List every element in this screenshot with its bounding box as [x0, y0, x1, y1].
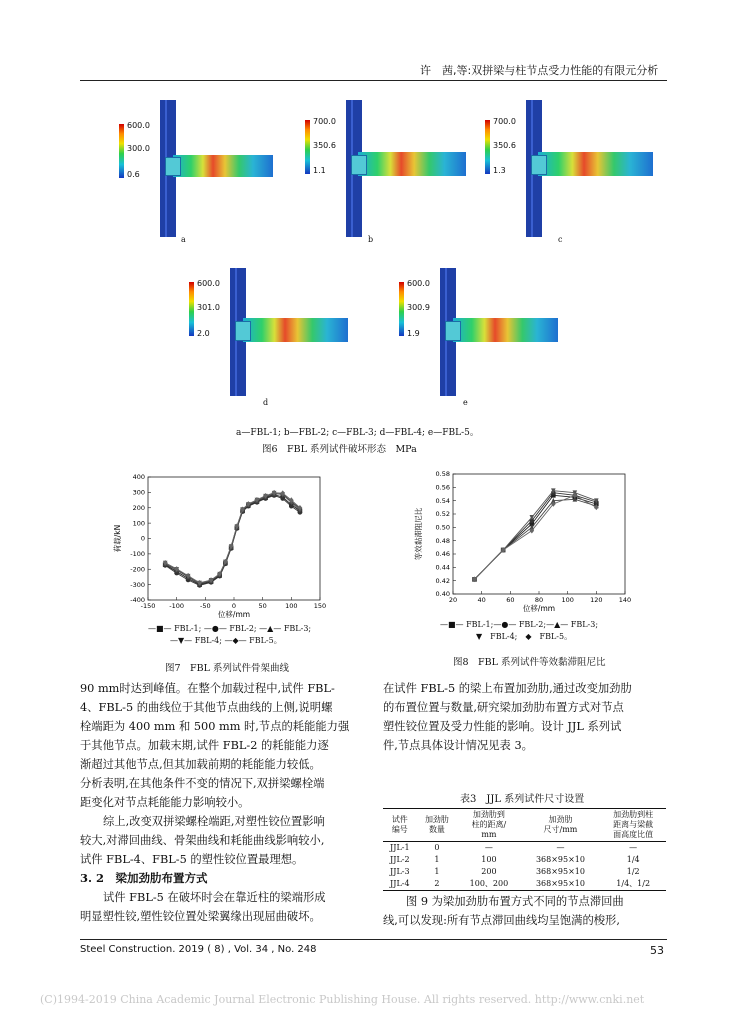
legend-mid: 301.0 [197, 303, 220, 312]
fig8-legend-row2: ▼ FBL-4; ◆ FBL-5。 [476, 632, 573, 641]
text-line: 明显塑性铰,塑性铰位置处梁翼缘出现屈曲破坏。 [80, 910, 321, 923]
series-line-FBL-5 [165, 493, 300, 583]
series-line-FBL-4 [475, 491, 597, 580]
y-tick-label: 0.58 [435, 470, 450, 479]
y-tick-label: 0.42 [435, 576, 450, 585]
text-line: 距变化对节点耗能能力影响较小。 [80, 796, 250, 809]
table-row [383, 842, 666, 855]
table-header-row [383, 809, 666, 842]
x-tick-label: 100 [561, 596, 574, 604]
header-rule [80, 80, 667, 81]
legend-min: 0.6 [127, 170, 140, 179]
text-line: 90 mm时达到峰值。在整个加载过程中,试件 FBL- [80, 682, 335, 695]
beam [243, 318, 348, 342]
text-line: 试件 FBL-5 在破坏时会在靠近柱的梁端形成 [103, 891, 326, 904]
panel-label: a [181, 235, 186, 244]
legend-min: 1.1 [313, 166, 326, 175]
text-line: 图 9 为梁加劲肋布置方式不同的节点滞回曲 [406, 895, 624, 908]
text-line: 栓端距为 400 mm 和 500 mm 时,节点的耗能能力强 [80, 720, 350, 733]
panel-label: e [463, 398, 468, 407]
legend-max: 600.0 [127, 121, 150, 130]
legend-mid: 300.0 [127, 144, 150, 153]
series-line-FBL-3 [475, 499, 597, 579]
table-cell: 368×95×10 [535, 867, 585, 876]
joint [235, 321, 251, 341]
y-tick-label: 0.44 [435, 563, 450, 572]
right-column-text-2 [383, 892, 624, 930]
y-tick-label: 0.52 [435, 510, 450, 519]
header-cell: 加劲肋到柱 距离与梁截 面高度比值 [613, 810, 654, 839]
panel-label: c [558, 235, 563, 244]
x-tick-label: 0 [231, 602, 237, 610]
text-line: 4、FBL-5 的曲线位于其他节点曲线的上侧,说明螺 [80, 701, 333, 714]
series-line-FBL-3 [165, 494, 300, 584]
x-tick-label: 100 [285, 602, 298, 610]
joint [531, 155, 547, 175]
text-line: 分析表明,在其他条件不变的情况下,双拼梁螺栓端 [80, 777, 325, 790]
fig7-legend-row2: —▼— FBL-4; —◆— FBL-5。 [170, 636, 282, 645]
table-row [383, 854, 666, 866]
y-tick-label: -200 [130, 565, 145, 574]
x-tick-label: 40 [477, 596, 486, 604]
joint [351, 155, 367, 175]
series-line-FBL-4 [165, 493, 300, 583]
color-legend [119, 124, 124, 178]
series-line-FBL-2 [475, 493, 597, 580]
table-cell: 200 [481, 867, 497, 876]
table3 [383, 808, 666, 891]
x-axis-label: 位移/mm [217, 610, 251, 619]
x-tick-label: 50 [258, 602, 267, 610]
table-cell: 1/2 [626, 867, 640, 876]
text-line: 试件 FBL-4、FBL-5 的塑性铰位置最理想。 [80, 853, 304, 866]
fig8-legend-row1: —■— FBL-1;—●— FBL-2;—▲— FBL-3; [440, 620, 599, 629]
color-legend [305, 120, 310, 174]
x-tick-label: -50 [200, 602, 211, 610]
text-line: 塑性铰位置及受力性能的影响。设计 JJL 系列试 [383, 720, 622, 733]
y-tick-label: -300 [130, 580, 145, 589]
x-tick-label: 150 [313, 602, 327, 610]
x-tick-label: -100 [169, 602, 185, 610]
table-cell: 1 [434, 867, 440, 876]
y-tick-label: 0 [140, 534, 145, 543]
text-line: 线,可以发现:所有节点滞回曲线均呈饱满的梭形, [383, 914, 620, 927]
table3-title: 表3 JJL 系列试件尺寸设置 [460, 794, 585, 805]
table-cell: JJL-3 [390, 867, 410, 876]
y-tick-label: 0.50 [435, 523, 450, 532]
text-line: 的布置位置与数量,研究梁加劲肋布置方式对节点 [383, 701, 624, 714]
legend-max: 600.0 [197, 279, 220, 288]
legend-min: 1.3 [493, 166, 506, 175]
fem-panel-e [395, 268, 565, 413]
beam [173, 155, 273, 177]
running-header: 许 茜,等:双拼梁与柱节点受力性能的有限元分析 [420, 64, 659, 77]
table-cell: 0 [434, 843, 440, 852]
series-line-FBL-1 [475, 495, 597, 579]
header-cell: 加劲肋 尺寸/mm [543, 815, 578, 834]
table-cell: JJL-4 [390, 879, 410, 888]
y-tick-label: 0.54 [435, 496, 450, 505]
table-row [383, 878, 666, 891]
legend-max: 600.0 [407, 279, 430, 288]
table-cell: 368×95×10 [535, 855, 585, 864]
table-cell: 368×95×10 [535, 879, 585, 888]
legend-max: 700.0 [313, 117, 336, 126]
beam [453, 318, 558, 342]
joint [165, 157, 181, 176]
fig7-caption: 图7 FBL 系列试件骨架曲线 [165, 663, 289, 674]
y-tick-label: 200 [132, 503, 145, 512]
right-column-text [383, 679, 632, 755]
table-cell: 100、200 [469, 879, 509, 888]
y-tick-label: 0.56 [435, 483, 450, 492]
header-cell: 加劲肋 数量 [424, 815, 449, 834]
legend-min: 2.0 [197, 329, 210, 338]
table-cell: 1 [434, 855, 440, 864]
color-legend [485, 120, 490, 174]
section-heading: 3. 2 梁加劲肋布置方式 [80, 871, 208, 885]
fig8-caption: 图8 FBL 系列试件等效黏滞阻尼比 [453, 657, 606, 668]
legend-mid: 350.6 [493, 141, 516, 150]
header-cell: 加劲肋到 柱的距离/ mm [471, 810, 507, 839]
text-line: 较大,对滞回曲线、骨架曲线和耗能曲线影响较小, [80, 834, 325, 847]
fem-panel-d [185, 268, 355, 413]
copyright-watermark: (C)1994-2019 China Academic Journal Electronic Publishing House. All rights reserved. http://www.cnki.net [40, 993, 645, 1006]
legend-max: 700.0 [493, 117, 516, 126]
y-tick-label: 400 [132, 473, 145, 482]
joint [445, 321, 461, 341]
panel-label: d [263, 398, 269, 407]
fem-panel-b [300, 100, 470, 250]
table-cell: JJL-2 [390, 855, 410, 864]
x-tick-label: 20 [448, 596, 458, 604]
table-cell: — [484, 843, 493, 852]
x-tick-label: 140 [618, 596, 632, 604]
table-row [383, 866, 666, 878]
legend-mid: 350.6 [313, 141, 336, 150]
beam [358, 152, 466, 176]
beam [538, 152, 653, 176]
table-cell: — [556, 843, 565, 852]
text-line: 在试件 FBL-5 的梁上布置加劲肋,通过改变加劲肋 [383, 682, 632, 695]
color-legend [399, 282, 404, 336]
fem-panel-a [115, 100, 285, 250]
y-tick-label: 0.48 [435, 536, 450, 545]
text-line: 综上,改变双拼梁螺栓端距,对塑性铰位置影响 [103, 815, 325, 828]
table-cell: — [629, 843, 638, 852]
y-tick-label: 100 [132, 519, 145, 528]
fem-panel-c [480, 100, 660, 250]
x-tick-label: 80 [534, 596, 544, 604]
plot-frame [453, 474, 625, 594]
fig6-caption: 图6 FBL 系列试件破坏形态 MPa [262, 444, 417, 455]
legend-min: 1.9 [407, 329, 420, 338]
y-tick-label: 300 [132, 488, 145, 497]
x-axis-label: 位移/mm [522, 604, 556, 613]
y-tick-label: 0.46 [435, 550, 450, 559]
page-number: 53 [650, 944, 664, 957]
header-cell: 试件 编号 [391, 815, 408, 834]
y-tick-label: -400 [130, 596, 145, 605]
text-line: 于其他节点。加载末期,试件 FBL-2 的耗能能力逐 [80, 739, 329, 752]
y-axis-label: 等效黏滞阻尼比 [414, 507, 423, 561]
series-line-FBL-5 [475, 495, 597, 579]
x-tick-label: 120 [590, 596, 603, 604]
fig7-legend-row1: —■— FBL-1; —●— FBL-2; —▲— FBL-3; [148, 624, 312, 633]
text-line: 件,节点具体设计情况见表 3。 [383, 739, 533, 752]
legend-mid: 300.9 [407, 303, 430, 312]
table-cell: 2 [434, 879, 440, 888]
panel-label: b [368, 235, 374, 244]
table-cell: 1/4 [626, 855, 640, 864]
table-cell: 100 [481, 855, 497, 864]
left-column-text [80, 679, 349, 926]
fig8-chart [405, 468, 645, 618]
fig6-key: a—FBL-1; b—FBL-2; c—FBL-3; d—FBL-4; e—FBL-5。 [236, 428, 479, 438]
footer-rule [80, 939, 667, 940]
x-tick-label: -150 [140, 602, 156, 610]
table-cell: 1/4、1/2 [616, 879, 651, 888]
color-legend [189, 282, 194, 336]
footer-journal: Steel Construction. 2019 ( 8) , Vol. 34 , No. 248 [80, 944, 317, 955]
fig7-chart [100, 470, 335, 620]
text-line: 渐超过其他节点,但其加载前期的耗能能力较低。 [80, 758, 321, 771]
y-tick-label: 0.40 [435, 590, 450, 599]
y-axis-label: 荷载/kN [113, 524, 122, 553]
table-cell: JJL-1 [390, 843, 410, 852]
y-tick-label: -100 [130, 550, 145, 559]
x-tick-label: 60 [506, 596, 515, 604]
